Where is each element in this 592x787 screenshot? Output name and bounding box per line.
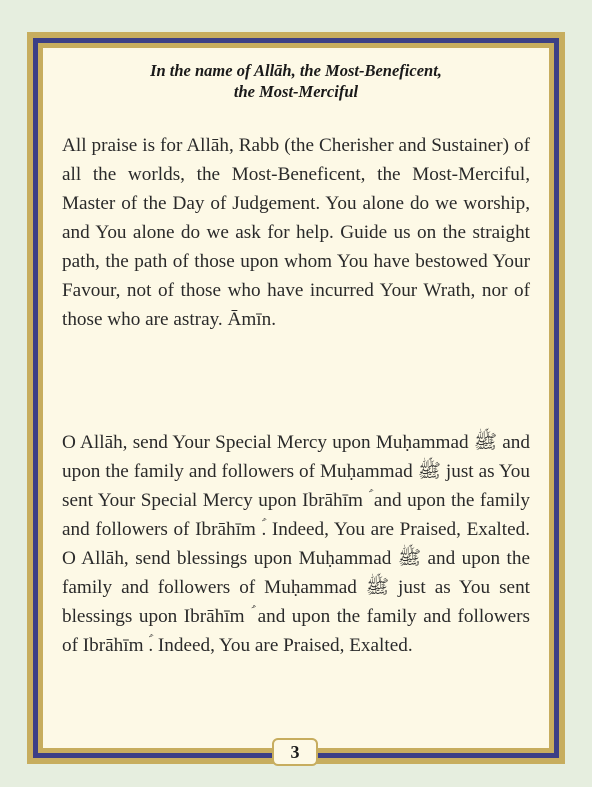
- page-heading: [43, 60, 549, 102]
- page-number: 3: [272, 738, 318, 766]
- heading-line-1: In the name of Allāh, the Most-Beneficent,: [150, 61, 442, 80]
- praise-paragraph: All praise is for Allāh, Rabb (the Cherisher and Sustainer) of all the worlds, the Most-Beneficent, the Most-Merciful, Master of the Day of Judgement. You alone do we worship, and You alone do we ask for help. Guide us on the straight path, the path of those upon whom You have bestowed Your Favour, not of those who have incurred Your Wrath, nor of those who are astray. Āmīn.: [62, 135, 530, 330]
- salawat-paragraph: O Allāh, send Your Special Mercy upon Muḥammad ﷺ and upon the family and followers of Muḥammad ﷺ just as You sent Your Special Mercy upon Ibrāhīm ؑ and upon the family and followers of Ibrāhīm ؑ. Indeed, You are Praised, Exalted. O Allāh, send blessings upon Muḥammad ﷺ and upon the family and followers of Muḥammad ﷺ just as You sent blessings upon Ibrāhīm ؑ and upon the family and followers of Ibrāhīm ؑ. Indeed, You are Praised, Exalted.: [62, 432, 531, 656]
- heading-line-2: the Most-Merciful: [233, 82, 359, 101]
